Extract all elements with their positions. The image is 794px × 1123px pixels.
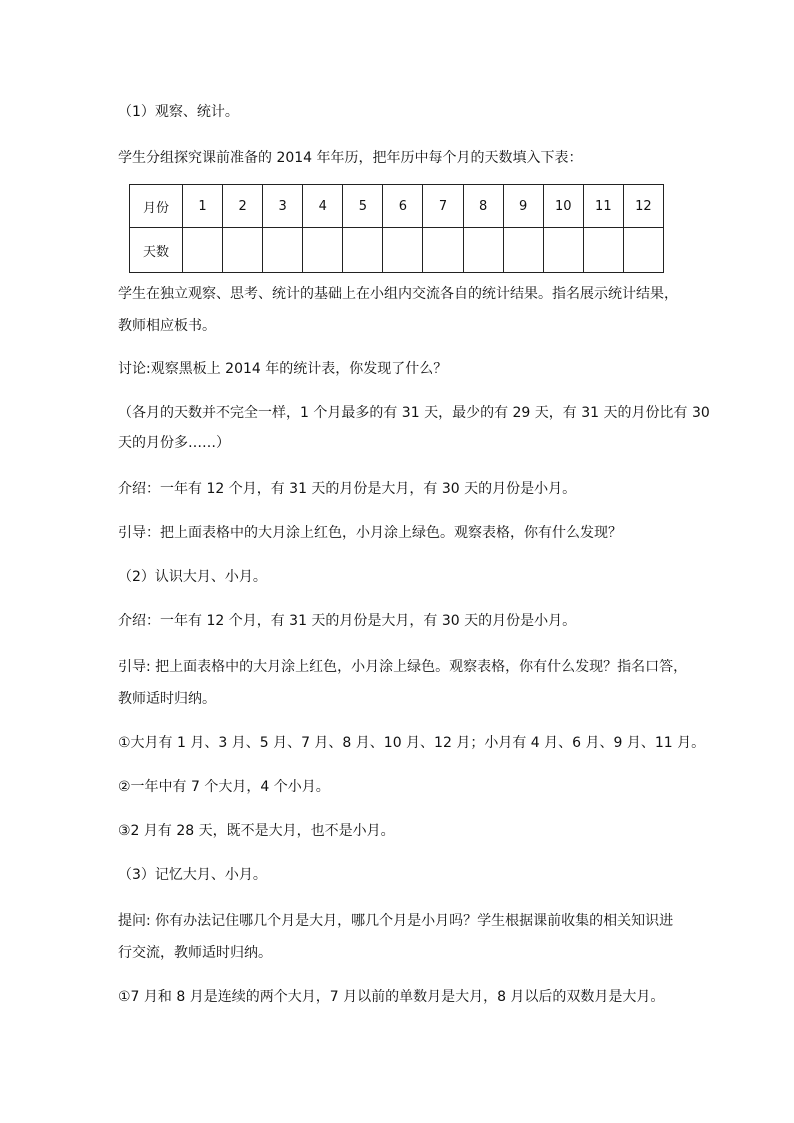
month-cell-5: 5 [343, 185, 383, 228]
month-cell-11: 11 [583, 185, 623, 228]
days-cell-2 [223, 228, 263, 273]
introduction-1: 介绍：一年有 12 个月，有 31 天的月份是大月，有 30 天的月份是小月。 [118, 481, 577, 497]
guide-1: 引导：把上面表格中的大月涂上红色，小月涂上绿色。观察表格，你有什么发现？ [118, 525, 622, 541]
point-month-count: ②一年中有 7 个大月，4 个小月。 [118, 779, 330, 795]
month-cell-12: 12 [623, 185, 663, 228]
month-cell-4: 4 [303, 185, 343, 228]
discussion-answer-line1: （各月的天数并不完全一样，1 个月最多的有 31 天，最少的有 29 天，有 31 天的月份比有 30 [118, 405, 710, 421]
guide-2-line1: 引导: 把上面表格中的大月涂上红色，小月涂上绿色。观察表格，你有什么发现？指名口答， [118, 659, 688, 675]
days-cell-3 [263, 228, 303, 273]
discussion-answer-line2: 天的月份多……） [118, 435, 230, 451]
month-cell-6: 6 [383, 185, 423, 228]
month-cell-3: 3 [263, 185, 303, 228]
guide-2-line2: 教师适时归纳。 [118, 691, 216, 707]
table-row-months [130, 185, 664, 228]
section2-heading: （2）认识大月、小月。 [118, 569, 267, 585]
table-header-month: 月份 [130, 185, 183, 228]
month-cell-9: 9 [503, 185, 543, 228]
days-cell-4 [303, 228, 343, 273]
days-cell-8 [463, 228, 503, 273]
table-header-days: 天数 [130, 228, 183, 273]
days-cell-12 [623, 228, 663, 273]
days-cell-9 [503, 228, 543, 273]
month-days-table [129, 184, 664, 273]
section3-heading: （3）记忆大月、小月。 [118, 867, 267, 883]
days-cell-7 [423, 228, 463, 273]
question-line2: 行交流，教师适时归纳。 [118, 945, 272, 961]
days-cell-5 [343, 228, 383, 273]
days-cell-1 [183, 228, 223, 273]
observation-paragraph-line1: 学生在独立观察、思考、统计的基础上在小组内交流各自的统计结果。指名展示统计结果， [118, 286, 678, 302]
month-cell-7: 7 [423, 185, 463, 228]
discussion-question: 讨论:观察黑板上 2014 年的统计表，你发现了什么？ [118, 361, 448, 377]
table-row-days [130, 228, 664, 273]
days-cell-10 [543, 228, 583, 273]
section1-heading: （1）观察、统计。 [118, 104, 239, 120]
point-february: ③2 月有 28 天，既不是大月，也不是小月。 [118, 823, 395, 839]
month-cell-8: 8 [463, 185, 503, 228]
question-line1: 提问: 你有办法记住哪几个月是大月，哪几个月是小月吗？学生根据课前收集的相关知识进 [118, 913, 674, 929]
days-cell-11 [583, 228, 623, 273]
introduction-2: 介绍：一年有 12 个月，有 31 天的月份是大月，有 30 天的月份是小月。 [118, 613, 577, 629]
days-cell-6 [383, 228, 423, 273]
month-cell-10: 10 [543, 185, 583, 228]
memory-point-1: ①7 月和 8 月是连续的两个大月，7 月以前的单数月是大月，8 月以后的双数月是大月。 [118, 989, 665, 1005]
month-cell-1: 1 [183, 185, 223, 228]
point-big-small-months: ①大月有 1 月、3 月、5 月、7 月、8 月、10 月、12 月；小月有 4 月、6 月、9 月、11 月。 [118, 735, 706, 751]
observation-paragraph-line2: 教师相应板书。 [118, 318, 216, 334]
section1-intro: 学生分组探究课前准备的 2014 年年历，把年历中每个月的天数填入下表： [118, 150, 583, 166]
month-cell-2: 2 [223, 185, 263, 228]
